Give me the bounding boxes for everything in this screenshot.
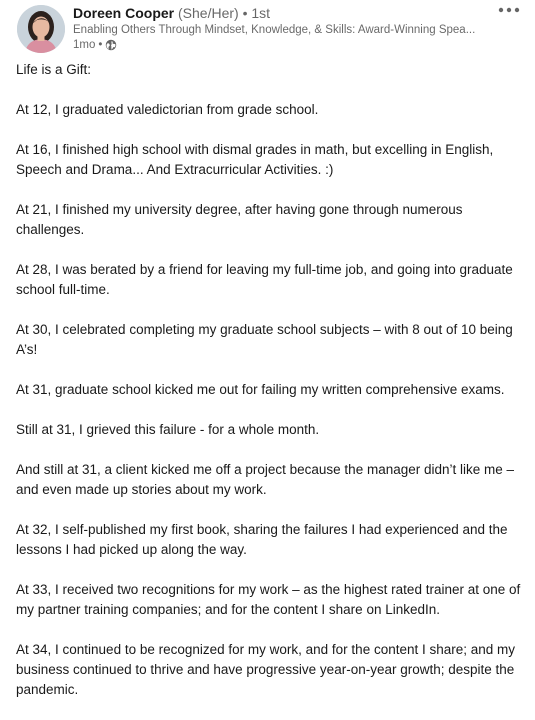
actor-headline[interactable]: Enabling Others Through Mindset, Knowledge, & Skills: Award-Winning Spea... — [73, 24, 476, 36]
actor-pronouns: (She/Her) — [178, 5, 239, 21]
post-paragraph: At 30, I celebrated completing my graduate school subjects – with 8 out of 10 being A’s! — [16, 322, 513, 357]
avatar-image — [17, 5, 65, 53]
actor-name[interactable]: Doreen Cooper — [73, 5, 175, 21]
post-meta — [73, 38, 503, 52]
post-paragraph: At 12, I graduated valedictorian from grade school. — [16, 102, 319, 117]
post-paragraph: At 34, I continued to be recognized for my work, and for the content I share; and my business continued to thrive and have progressive year-on-year growth; despite the pandemic. — [16, 642, 516, 697]
name-separator: • — [242, 5, 248, 21]
post-paragraph: At 31, graduate school kicked me out for failing my written comprehensive exams. — [16, 382, 505, 397]
post-body — [16, 60, 526, 720]
actor-meta — [73, 4, 503, 52]
post-paragraph: Still at 31, I grieved this failure - for a whole month. — [16, 422, 320, 437]
post-time: 1mo — [73, 39, 96, 51]
post-paragraph: At 16, I finished high school with dismal grades in math, but excelling in English, Speech and Drama... And Extracurricular Activities. :) — [16, 142, 494, 177]
ellipsis-horizontal-icon — [495, 12, 523, 27]
avatar[interactable] — [17, 5, 65, 53]
post-header — [0, 0, 535, 60]
post-paragraph: At 28, I was berated by a friend for leaving my full-time job, and going into graduate school full-time. — [16, 262, 513, 297]
actor-name-line — [73, 4, 503, 22]
post-paragraph: Life is a Gift: — [16, 62, 92, 77]
post-paragraph: At 33, I received two recognitions for my work – as the highest rated trainer at one of my partner training companies; and for the content I share on LinkedIn. — [16, 582, 521, 617]
post-paragraph: And still at 31, a client kicked me off a project because the manager didn’t like me – and even made up stories about my work. — [16, 462, 515, 497]
post-paragraph: At 32, I self-published my first book, sharing the failures I had experienced and the lessons I had picked up along the way. — [16, 522, 508, 557]
more-options-button[interactable] — [495, 0, 523, 24]
time-separator: • — [98, 39, 103, 51]
globe-icon — [105, 39, 117, 51]
post-paragraph: At 21, I finished my university degree, after having gone through numerous challenges. — [16, 202, 463, 237]
connection-degree: 1st — [251, 5, 271, 21]
